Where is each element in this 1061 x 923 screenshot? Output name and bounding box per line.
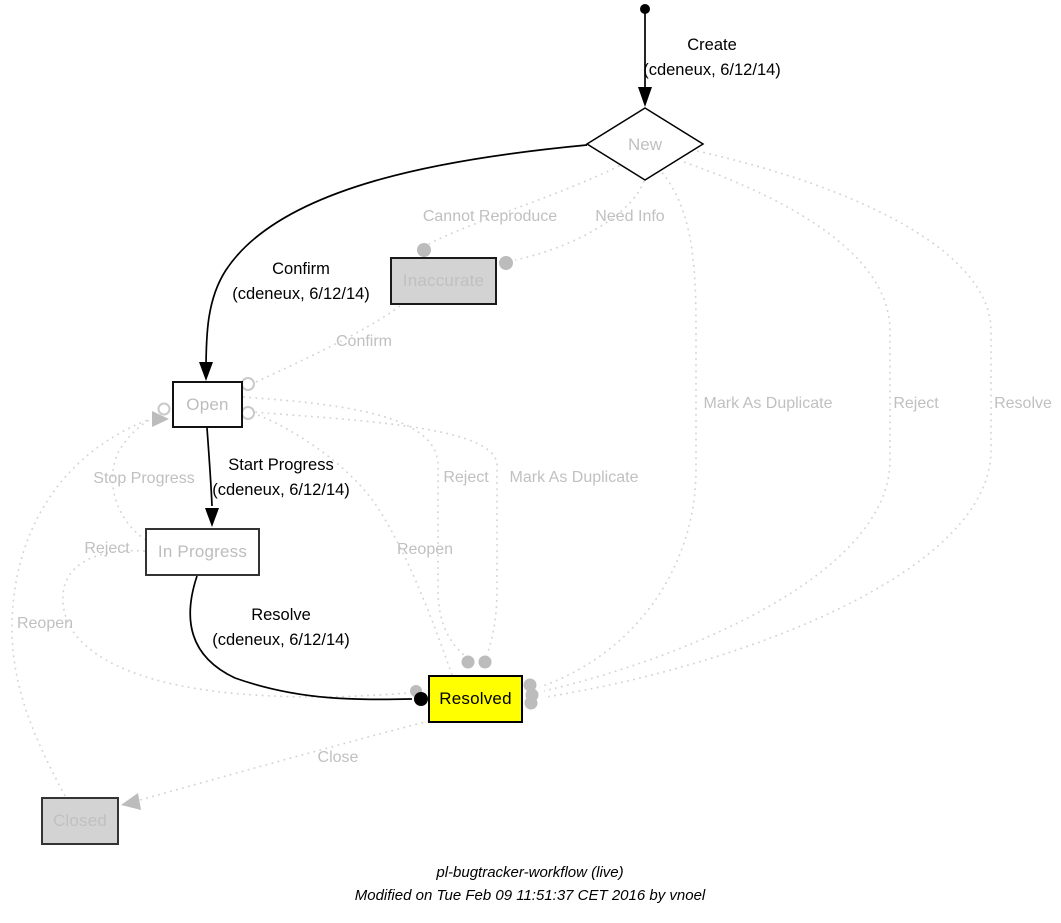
label-reject-from-new: Reject <box>893 395 939 412</box>
label-stop-progress: Stop Progress <box>93 470 195 487</box>
label-cannot-reproduce: Cannot Reproduce <box>422 208 558 225</box>
label-close: Close <box>317 749 359 766</box>
node-closed <box>41 797 119 845</box>
arrowhead-dot-resolved-top-2 <box>479 656 492 669</box>
label-confirm <box>232 257 370 307</box>
node-open <box>172 381 243 428</box>
label-start-progress-name: Start Progress <box>228 456 334 474</box>
label-reopen-from-resolved: Reopen <box>396 541 454 558</box>
label-mark-as-duplicate-from-open: Mark As Duplicate <box>509 469 639 486</box>
edge-cannot-reproduce <box>429 163 625 244</box>
arrowhead-dot-inaccurate-right <box>499 256 513 270</box>
arrowhead-triangle-closed <box>121 793 141 810</box>
label-confirm-by: (cdeneux, 6/12/14) <box>232 285 370 303</box>
arrowhead-black-open <box>199 362 213 381</box>
diagram-title: pl-bugtracker-workflow (live) <box>436 864 624 881</box>
label-resolve <box>212 603 350 653</box>
node-in-progress <box>145 528 260 576</box>
label-create-by: (cdeneux, 6/12/14) <box>643 61 781 79</box>
edge-reject-from-new <box>544 162 890 691</box>
arrowhead-dot-inaccurate-top <box>417 243 431 257</box>
label-start-progress <box>212 453 350 503</box>
label-reject-from-open: Reject <box>443 469 489 486</box>
arrowhead-circle-open-right-1 <box>242 378 254 390</box>
arrowhead-circle-open-right-2 <box>242 407 254 419</box>
arrowhead-dot-resolved-top-1 <box>462 656 475 669</box>
arrowhead-black-dot-resolved <box>414 692 428 706</box>
node-inaccurate-label: Inaccurate <box>402 271 485 290</box>
node-closed-label: Closed <box>52 811 108 830</box>
node-resolved-label: Resolved <box>439 689 512 708</box>
label-resolve-from-new: Resolve <box>994 395 1052 412</box>
label-reopen-from-closed: Reopen <box>16 615 74 632</box>
label-create-name: Create <box>687 36 737 54</box>
label-confirm-name: Confirm <box>272 260 330 278</box>
label-confirm-available: Confirm <box>335 333 393 350</box>
label-need-info: Need Info <box>595 208 665 225</box>
arrowhead-dot-resolved-right-3 <box>525 697 538 710</box>
label-resolve-by: (cdeneux, 6/12/14) <box>212 631 350 649</box>
label-mark-as-duplicate-from-new: Mark As Duplicate <box>703 395 833 412</box>
diagram-modified-line: Modified on Tue Feb 09 11:51:37 CET 2016 by vnoel <box>354 887 706 904</box>
node-resolved <box>428 675 523 723</box>
arrowhead-black-new <box>638 87 652 107</box>
label-reject-from-in-progress: Reject <box>84 540 130 557</box>
node-in-progress-label: In Progress <box>157 542 248 561</box>
edge-close <box>140 721 429 800</box>
label-create <box>643 33 781 83</box>
arrowhead-black-in-progress <box>205 508 219 527</box>
node-inaccurate <box>390 257 497 305</box>
arrowhead-circle-open-left <box>159 404 170 415</box>
edge-resolve-from-new <box>546 151 991 697</box>
label-resolve-name: Resolve <box>251 606 311 624</box>
node-open-label: Open <box>186 394 229 414</box>
label-start-progress-by: (cdeneux, 6/12/14) <box>212 481 350 499</box>
node-new-label: New <box>627 135 663 154</box>
initial-state-dot <box>640 4 650 14</box>
